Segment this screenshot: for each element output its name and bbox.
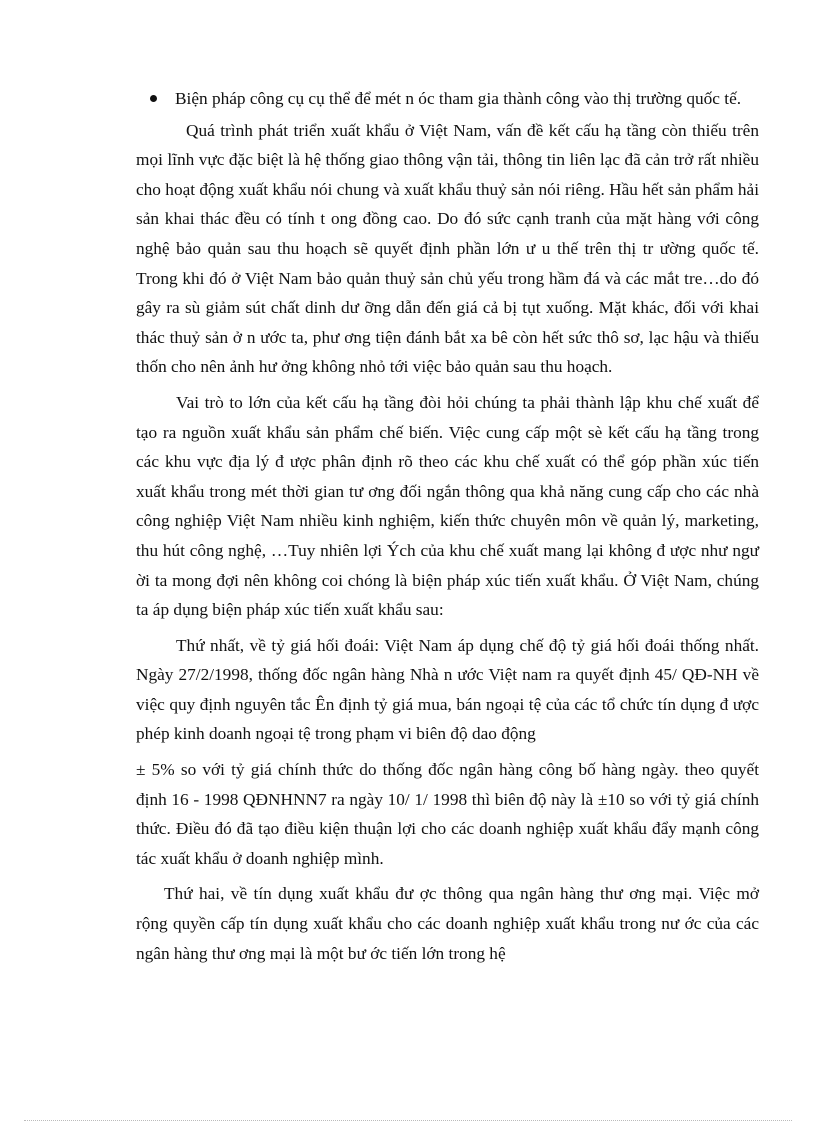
footer-divider — [24, 1120, 792, 1121]
bullet-text: Biện pháp công cụ cụ thể để mét n óc tham gia thành công vào thị trường quốc tế. — [175, 89, 742, 108]
paragraph-exchange-rate: Thứ nhất, về tỷ giá hối đoái: Việt Nam áp dụng chế độ tỷ giá hối đoái thống nhất. Ngày 27/2/1998, thống đốc ngân hàng Nhà n ước Việt nam ra quyết định 45/ QĐ-NH về việc quy định nguyên tắc Ên định tỷ giá mua, bán ngoại tệ của các tổ chức tín dụng đ ược phép kinh doanh ngoại tệ trong phạm vi biên độ dao động — [136, 635, 759, 744]
paragraph-export-zones: Vai trò to lớn của kết cấu hạ tầng đòi hỏi chúng ta phải thành lập khu chế xuất để tạo ra nguồn xuất khẩu sản phẩm chế biến. Việc cung cấp một sè kết cấu hạ tầng trong các khu vực địa lý đ ược phân định rõ theo các khu chế xuất có thể góp phần xúc tiến xuất khẩu trong mét thời gian tư ơng đối ngắn thông qua khả năng cung cấp cho các nhà công nghiệp Việt Nam nhiều kinh nghiệm, kiến thức chuyên môn về quản lý, marketing, thu hút công nghệ, …Tuy nhiên lợi Ých của khu chế xuất mang lại không đ ược như ngư ời ta mong đợi nên không coi chóng là biện pháp xúc tiến xuất khẩu. Ở Việt Nam, chúng ta áp dụng biện pháp xúc tiến xuất khẩu sau: — [136, 392, 759, 620]
bullet-item — [150, 84, 759, 114]
bullet-dot-icon — [150, 95, 157, 102]
paragraph-exchange-band: ± 5% so với tỷ giá chính thức do thống đốc ngân hàng công bố hàng ngày. theo quyết định 16 - 1998 QĐNHNN7 ra ngày 10/ 1/ 1998 thì biên độ này là ±10 so với tỷ giá chính thức. Điều đó đã tạo điều kiện thuận lợi cho các doanh nghiệp xuất khẩu đẩy mạnh công tác xuất khẩu ở doanh nghiệp mình. — [136, 760, 759, 868]
document-body — [136, 84, 759, 968]
paragraph-infrastructure: Quá trình phát triển xuất khẩu ở Việt Nam, vấn đề kết cấu hạ tầng còn thiếu trên mọi lĩnh vực đặc biệt là hệ thống giao thông vận tải, thông tin liên lạc đã cản trở rất nhiều cho hoạt động xuất khẩu nói chung và xuất khẩu thuỷ sản nói riêng. Hầu hết sản phẩm hải sản khai thác đều có tính t ong đồng cao. Do đó sức cạnh tranh của mặt hàng với công nghệ bảo quản sau thu hoạch sẽ quyết định phần lớn ư u thế trên thị tr ường quốc tế. Trong khi đó ở Việt Nam bảo quản thuỷ sản chủ yếu trong hầm đá và các mắt tre…do đó gây ra sù giảm sút chất dinh dư ỡng dẫn đến giá cả bị tụt xuống. Mặt khác, đối với khai thác thuỷ sản ở n ước ta, phư ơng tiện đánh bắt xa bê còn hết sức thô sơ, lạc hậu và thiếu thốn cho nên ảnh hư ởng không nhỏ tới việc bảo quản sau thu hoạch. — [136, 120, 759, 377]
paragraph-export-credit: Thứ hai, về tín dụng xuất khẩu đư ợc thông qua ngân hàng thư ơng mại. Việc mở rộng quyền cấp tín dụng xuất khẩu cho các doanh nghiệp xuất khẩu trong nư ớc của các ngân hàng thư ơng mại là một bư ớc tiến lớn trong hệ — [136, 884, 759, 963]
